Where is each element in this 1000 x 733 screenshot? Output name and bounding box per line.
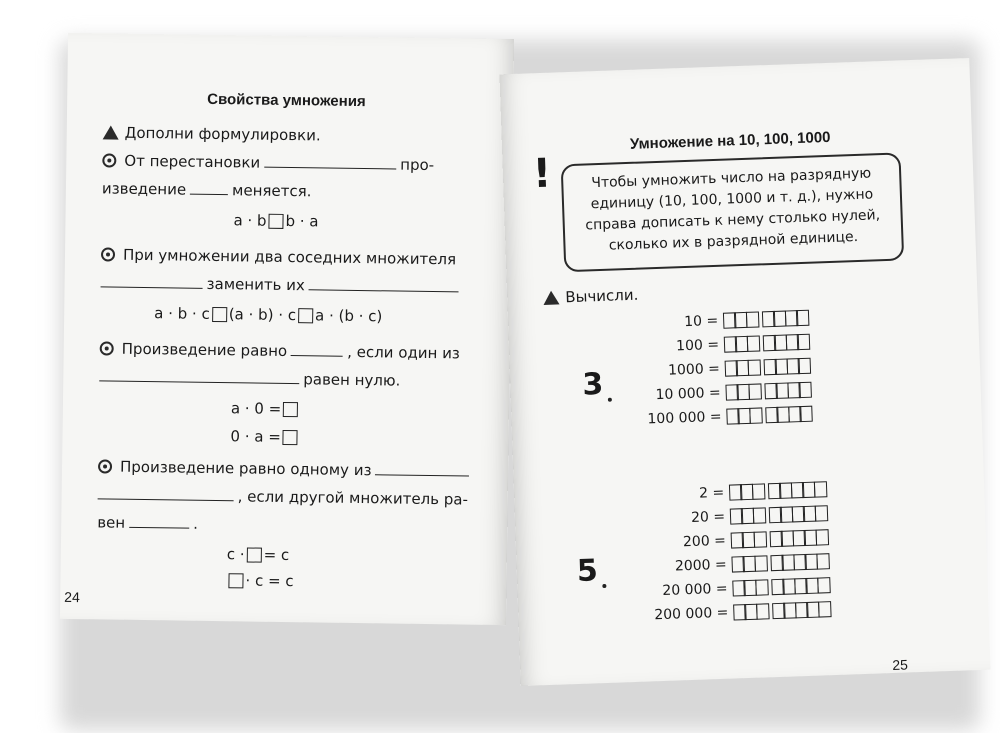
digit-cell[interactable] xyxy=(796,310,810,326)
p4-line2 xyxy=(98,485,469,508)
digit-cell[interactable] xyxy=(748,383,762,399)
blank-line[interactable] xyxy=(129,526,189,529)
calc-row xyxy=(648,601,831,623)
calc-row xyxy=(639,334,810,356)
rule-box xyxy=(561,152,905,272)
p1-line1-end: про- xyxy=(400,155,435,175)
digit-cell[interactable] xyxy=(798,382,812,398)
digit-grid[interactable] xyxy=(726,358,812,377)
calc-row xyxy=(647,577,830,599)
digit-grid[interactable] xyxy=(731,505,828,524)
digit-cell[interactable] xyxy=(817,577,831,593)
right-page xyxy=(499,58,990,686)
digit-grid[interactable] xyxy=(732,553,829,572)
digit-grid[interactable] xyxy=(724,310,810,329)
calc-row-label: 10 = xyxy=(683,312,719,331)
calc-row xyxy=(640,358,811,380)
rule-line: справа дописать к нему столько нулей, xyxy=(585,207,881,234)
task-heading xyxy=(103,123,321,144)
digit-cell[interactable] xyxy=(751,483,765,499)
answer-box[interactable] xyxy=(212,307,227,322)
p2-line2-text: заменить их xyxy=(206,274,305,295)
calc-row-label: 2000 = xyxy=(674,556,727,575)
digit-cell[interactable] xyxy=(753,531,767,547)
p1-line2 xyxy=(102,179,312,200)
formula-part: (a · b) · c xyxy=(228,305,297,325)
p2-formula xyxy=(154,304,382,325)
formula-part: b · a xyxy=(285,211,319,231)
page-number-left: 24 xyxy=(64,588,80,606)
digit-cell[interactable] xyxy=(799,406,813,422)
p3-formula2 xyxy=(230,427,300,446)
digit-grid[interactable] xyxy=(725,334,811,353)
multiplier-value: 5 xyxy=(576,553,599,589)
digit-cell[interactable] xyxy=(814,505,828,521)
digit-grid[interactable] xyxy=(726,382,812,401)
formula-part: · c = c xyxy=(245,571,294,591)
p3-line2 xyxy=(99,367,400,389)
p3-line1 xyxy=(100,339,460,362)
p4-formula2 xyxy=(226,571,293,590)
p2-line1-text: При умножении два соседних множителя xyxy=(122,245,457,269)
calc-row xyxy=(645,505,828,527)
blank-line[interactable] xyxy=(101,285,203,288)
rule-line: сколько их в разрядной единице. xyxy=(608,228,859,254)
target-icon xyxy=(98,459,112,473)
digit-cell[interactable] xyxy=(813,481,827,497)
calc-row xyxy=(644,481,827,503)
p3-line1-start: Произведение равно xyxy=(121,339,288,361)
p2-line1 xyxy=(101,245,456,268)
calc-row-label: 10 000 = xyxy=(655,384,721,404)
target-icon xyxy=(101,247,115,261)
right-page-title: Умножение на 10, 100, 1000 xyxy=(629,128,831,153)
rule-line: единицу (10, 100, 1000 и т. д.), нужно xyxy=(590,186,874,213)
rule-line: Чтобы умножить число на разрядную xyxy=(591,165,872,192)
pyramid-icon xyxy=(543,290,559,305)
p1-line1 xyxy=(102,151,434,174)
calc-row-label: 1000 = xyxy=(667,360,721,379)
calc-row-label: 200 = xyxy=(682,532,727,551)
blank-line[interactable] xyxy=(291,354,343,357)
p2-line2 xyxy=(101,273,463,296)
exclamation-icon: ! xyxy=(532,150,553,198)
p4-line2-text: , если другой множитель ра- xyxy=(237,487,469,509)
calc-row-label: 2 = xyxy=(698,484,725,502)
digit-grid[interactable] xyxy=(734,601,831,620)
p1-line2-start: изведение xyxy=(101,179,187,199)
digit-cell[interactable] xyxy=(746,335,760,351)
p1-line2-end: меняется. xyxy=(231,181,312,201)
left-page-title: Свойства умножения xyxy=(207,90,366,111)
calc-row xyxy=(646,529,829,551)
digit-cell[interactable] xyxy=(798,358,812,374)
digit-cell[interactable] xyxy=(755,579,769,595)
calc-row xyxy=(638,310,809,332)
digit-cell[interactable] xyxy=(818,601,832,617)
calc-row xyxy=(640,382,811,404)
digit-cell[interactable] xyxy=(754,555,768,571)
digit-cell[interactable] xyxy=(745,311,759,327)
digit-grid[interactable] xyxy=(730,481,827,500)
calc-row-label: 20 000 = xyxy=(662,580,728,600)
digit-cell[interactable] xyxy=(747,359,761,375)
digit-grid[interactable] xyxy=(733,577,830,596)
blank-line[interactable] xyxy=(98,497,234,501)
page-number-right: 25 xyxy=(892,656,909,674)
blank-line[interactable] xyxy=(375,473,469,476)
multiplier-value: 3 xyxy=(581,366,604,403)
digit-cell[interactable] xyxy=(797,334,811,350)
formula-part: a · 0 = xyxy=(230,399,282,418)
formula-part: a · b · c xyxy=(154,304,210,323)
task-text: Вычисли. xyxy=(564,285,639,307)
digit-cell[interactable] xyxy=(815,529,829,545)
task-heading-right xyxy=(543,286,639,307)
blank-line[interactable] xyxy=(264,166,396,170)
calc-row-label: 100 000 = xyxy=(647,408,722,428)
formula-part: a · b xyxy=(233,211,267,230)
answer-box[interactable] xyxy=(283,402,298,417)
calc-row xyxy=(646,553,829,575)
digit-cell[interactable] xyxy=(816,553,830,569)
calc-row xyxy=(641,406,812,428)
multiplier-5 xyxy=(576,553,609,589)
p3-line1-end: , если один из xyxy=(347,342,460,363)
blank-line[interactable] xyxy=(99,379,299,384)
p1-formula xyxy=(233,211,318,230)
p4-line3-text: вен xyxy=(97,513,126,532)
p1-line1-start: От перестановки xyxy=(124,151,261,172)
p3-formula1 xyxy=(231,399,301,418)
digit-cell[interactable] xyxy=(756,603,770,619)
answer-box[interactable] xyxy=(283,430,298,445)
p4-line1 xyxy=(98,457,474,480)
answer-box[interactable] xyxy=(247,547,262,562)
digit-grid[interactable] xyxy=(727,406,813,425)
calc-row-label: 100 = xyxy=(675,336,720,355)
formula-part: c · xyxy=(226,545,245,564)
multiply-dot xyxy=(608,398,612,402)
target-icon xyxy=(100,341,114,355)
digit-cell[interactable] xyxy=(749,407,763,423)
answer-box[interactable] xyxy=(298,308,313,323)
p4-line3: вен . xyxy=(97,513,199,533)
p3-line2-text: равен нулю. xyxy=(303,370,401,390)
formula-part: = c xyxy=(263,545,290,565)
calc-row-label: 20 = xyxy=(690,508,726,526)
calc-row-label: 200 000 = xyxy=(654,604,729,624)
digit-cell[interactable] xyxy=(752,507,766,523)
left-page xyxy=(60,33,514,625)
p4-line1-text: Произведение равно одному из xyxy=(119,457,372,480)
digit-grid[interactable] xyxy=(732,529,829,548)
blank-line[interactable] xyxy=(309,288,459,292)
multiplier-3 xyxy=(582,367,615,403)
target-icon xyxy=(102,153,116,167)
formula-part: 0 · a = xyxy=(230,427,282,446)
multiply-dot xyxy=(602,584,606,588)
p4-formula1 xyxy=(227,545,290,564)
blank-line[interactable] xyxy=(190,193,228,196)
task-text: Дополни формулировки. xyxy=(124,123,321,145)
answer-box[interactable] xyxy=(228,573,243,588)
pyramid-icon xyxy=(103,125,119,139)
answer-box[interactable] xyxy=(268,214,283,229)
formula-part: a · (b · c) xyxy=(314,306,383,326)
